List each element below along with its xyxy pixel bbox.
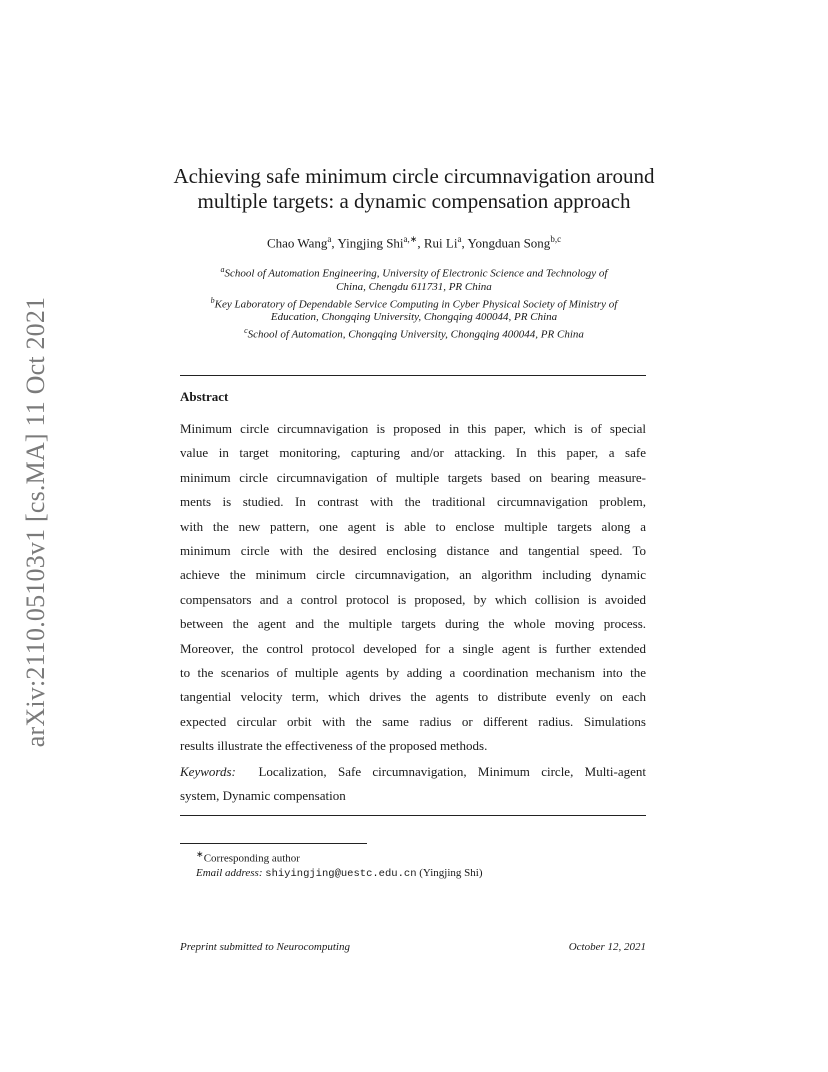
affiliation-line: China, Chengdu 611731, PR China	[336, 280, 492, 293]
keywords-line: system, Dynamic compensation	[180, 788, 346, 803]
abstract-line: compensators and a control protocol is proposed, by which collision is avoided	[180, 591, 646, 607]
affiliation-list	[176, 263, 652, 342]
arxiv-sidebar	[16, 284, 56, 760]
email-address[interactable]: shiyingjing@uestc.edu.cn	[265, 867, 417, 880]
abstract-line: achieve the minimum circle circumnavigation, an algorithm including dynamic	[180, 567, 646, 583]
keywords-label: Keywords:	[180, 764, 236, 779]
footnote-rule	[180, 843, 367, 844]
arxiv-identifier: arXiv:2110.05103v1 [cs.MA] 11 Oct 2021	[21, 296, 50, 748]
affiliation-mark: b	[210, 295, 215, 305]
abstract-line: between the agent and the multiple targets during the whole moving process.	[180, 616, 646, 632]
title-line-2: multiple targets: a dynamic compensation approach	[197, 189, 631, 213]
author-affiliation-mark: a	[327, 234, 332, 244]
page-footer	[180, 941, 646, 953]
corresponding-author-note: Corresponding author	[203, 852, 300, 865]
affiliation-line: School of Automation Engineering, University of Electronic Science and Technology of	[224, 267, 608, 280]
title-line-1: Achieving safe minimum circle circumnavigation around	[173, 164, 655, 188]
affiliation-line: School of Automation, Chongqing University, Chongqing 400044, PR China	[247, 328, 584, 341]
abstract-line: minimum circle with the desired enclosing distance and tangential speed. To	[180, 542, 646, 558]
abstract-body	[180, 417, 646, 758]
abstract-line: results illustrate the effectiveness of the proposed methods.	[180, 738, 488, 754]
author-affiliation-mark: a	[457, 234, 462, 244]
abstract-heading: Abstract	[180, 389, 229, 404]
keywords	[180, 760, 646, 808]
keywords-line: Localization, Safe circumnavigation, Minimum circle, Multi-agent	[258, 764, 647, 779]
affiliation	[176, 263, 652, 294]
author-name: Yingjing Shi	[337, 235, 404, 251]
footnote-mark: ∗	[196, 849, 204, 859]
affiliation	[176, 294, 652, 325]
author-affiliation-mark: b,c	[550, 234, 562, 244]
paper-title	[160, 164, 668, 214]
affiliation-mark: a	[220, 265, 225, 274]
email-owner: (Yingjing Shi)	[419, 866, 483, 879]
email-label: Email address:	[196, 866, 263, 879]
abstract-line: tangential velocity term, which drives the agents to distribute evenly on each	[180, 689, 646, 705]
affiliation-mark: c	[244, 326, 248, 336]
abstract-bottom-rule	[180, 815, 646, 816]
abstract-line: ments is studied. In contrast with the traditional circumnavigation problem,	[180, 494, 646, 510]
abstract-line: minimum circle circumnavigation of multiple targets based on bearing measure-	[180, 469, 646, 485]
author-name: Rui Li	[423, 235, 458, 251]
author-name: Chao Wang	[266, 235, 328, 251]
footnote	[196, 847, 483, 881]
author-affiliation-mark: a,∗	[403, 234, 418, 244]
abstract-line: Moreover, the control protocol developed for a single agent is further extended	[180, 640, 646, 656]
affiliation	[176, 324, 652, 342]
author-name: Yongduan Song	[467, 235, 551, 251]
affiliation-line: Education, Chongqing University, Chongqing 400044, PR China	[270, 311, 558, 324]
abstract-line: with the new pattern, one agent is able to enclose multiple targets along a	[180, 518, 646, 534]
abstract-line: to the scenarios of multiple agents by adding a coordination mechanism into the	[180, 664, 646, 680]
footer-date: October 12, 2021	[568, 941, 646, 953]
footer-journal: Preprint submitted to Neurocomputing	[180, 941, 350, 953]
abstract-top-rule	[180, 375, 646, 376]
abstract-line: expected circular orbit with the same radius or different radius. Simulations	[180, 713, 646, 729]
abstract-line: value in target monitoring, capturing and/or attacking. In this paper, a safe	[180, 445, 646, 461]
abstract-line: Minimum circle circumnavigation is proposed in this paper, which is of special	[180, 421, 646, 436]
affiliation-line: Key Laboratory of Dependable Service Computing in Cyber Physical Society of Ministry of	[214, 298, 618, 311]
author-list: Chao Wang$^a$, Yingjing Shi$^{a,∗}$, Rui Li$^a$, Yongduan Song$^{b,c}$	[266, 234, 562, 251]
